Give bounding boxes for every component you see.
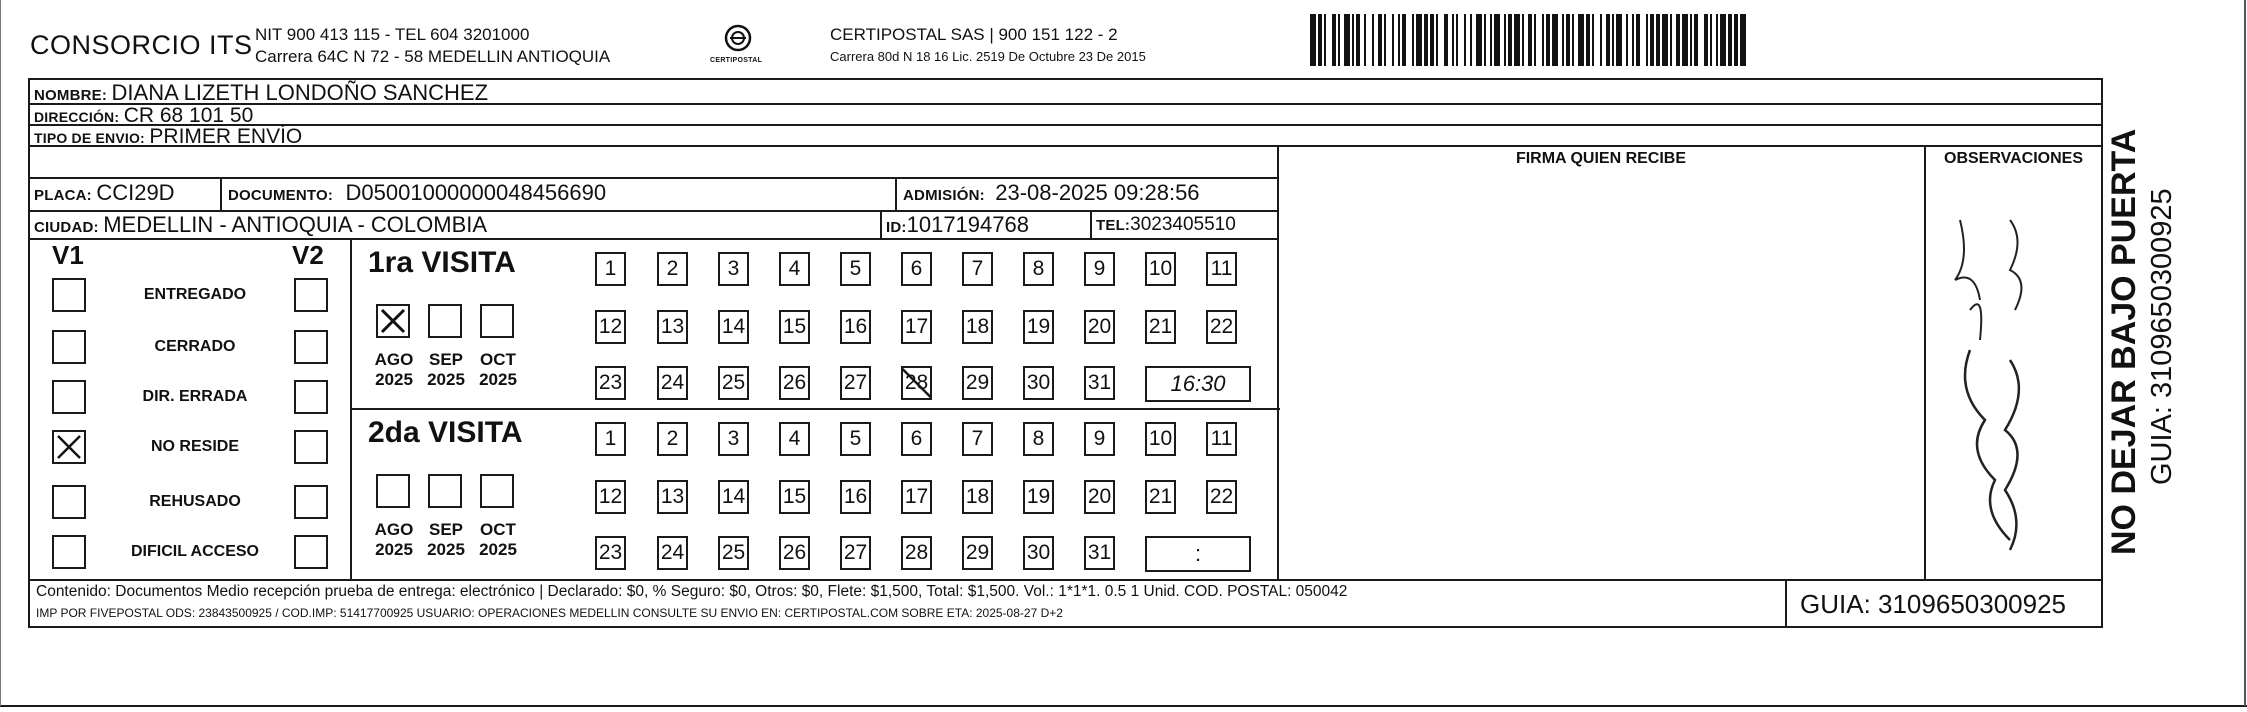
nombre-label: NOMBRE: xyxy=(34,87,108,104)
day-cell[interactable]: 28 xyxy=(901,366,932,400)
day-cell[interactable]: 9 xyxy=(1084,252,1115,286)
v2-checkbox[interactable] xyxy=(294,330,328,364)
day-cell[interactable]: 13 xyxy=(657,480,688,514)
day-cell[interactable]: 10 xyxy=(1145,252,1176,286)
day-cell[interactable]: 4 xyxy=(779,422,810,456)
documento-field xyxy=(228,180,606,206)
footer-imp: IMP POR FIVEPOSTAL ODS: 23843500925 / COD.IMP: 51417700925 USUARIO: OPERACIONES MEDELLIN CONSULTE SU ENVIO EN: CERTIPOSTAL.COM SOBRE ETA: 2025-08-27 D+2 xyxy=(36,606,1063,620)
month-checkbox[interactable] xyxy=(480,474,514,508)
month-checkbox[interactable] xyxy=(376,304,410,338)
v2-checkbox[interactable] xyxy=(294,535,328,569)
day-cell[interactable]: 24 xyxy=(657,366,688,400)
month-checkbox[interactable] xyxy=(480,304,514,338)
handwritten-observations xyxy=(1930,200,2100,570)
month-label xyxy=(368,520,420,560)
day-cell[interactable]: 26 xyxy=(779,536,810,570)
day-cell[interactable]: 7 xyxy=(962,252,993,286)
direccion-label: DIRECCIÓN: xyxy=(34,109,120,125)
day-cell[interactable]: 3 xyxy=(718,252,749,286)
day-cell[interactable]: 19 xyxy=(1023,480,1054,514)
placa-label: PLACA: xyxy=(34,187,92,204)
month-name: AGO xyxy=(374,520,414,539)
month-year: 2025 xyxy=(427,370,465,389)
month-label xyxy=(472,350,524,390)
courier-address: Carrera 80d N 18 16 Lic. 2519 De Octubre 23 De 2015 xyxy=(830,49,1146,64)
day-cell[interactable]: 14 xyxy=(718,480,749,514)
certipostal-logo xyxy=(708,20,768,68)
ciudad-label: CIUDAD: xyxy=(34,219,99,236)
v1-checkbox[interactable] xyxy=(52,330,86,364)
day-cell[interactable]: 17 xyxy=(901,310,932,344)
status-label: ENTREGADO xyxy=(143,286,247,303)
day-cell[interactable]: 1 xyxy=(595,422,626,456)
month-name: OCT xyxy=(480,520,516,539)
month-year: 2025 xyxy=(375,370,413,389)
tipo-row xyxy=(34,125,302,149)
day-cell[interactable]: 30 xyxy=(1023,366,1054,400)
visit-title: 2da VISITA xyxy=(368,416,523,449)
footer-guia: GUIA: 3109650300925 xyxy=(1800,589,2066,619)
admision-label: ADMISIÓN: xyxy=(903,187,985,204)
day-cell[interactable]: 23 xyxy=(595,366,626,400)
side-guia: GUIA: 3109650300925 xyxy=(2146,188,2178,485)
v2-checkbox[interactable] xyxy=(294,278,328,312)
day-cell[interactable]: 17 xyxy=(901,480,932,514)
tipo-value: PRIMER ENVÍO xyxy=(149,125,303,148)
month-label xyxy=(472,520,524,560)
day-cell[interactable]: 20 xyxy=(1084,310,1115,344)
status-label: NO RESIDE xyxy=(150,438,239,455)
brand-name: CONSORCIO ITS xyxy=(30,30,253,60)
month-checkbox[interactable] xyxy=(428,304,462,338)
v1-checkbox[interactable] xyxy=(52,278,86,312)
day-cell[interactable]: 5 xyxy=(840,252,871,286)
tel-value: 3023405510 xyxy=(1130,214,1236,235)
day-cell[interactable]: 16 xyxy=(840,310,871,344)
v1-checkbox[interactable] xyxy=(52,430,86,464)
v1-label: V1 xyxy=(52,240,84,270)
day-cell[interactable]: 11 xyxy=(1206,422,1237,456)
day-cell[interactable]: 1 xyxy=(595,252,626,286)
day-cell[interactable]: 25 xyxy=(718,536,749,570)
day-cell[interactable]: 3 xyxy=(718,422,749,456)
day-cell[interactable]: 2 xyxy=(657,252,688,286)
month-name: OCT xyxy=(480,350,516,369)
admision-field xyxy=(903,180,1200,206)
month-year: 2025 xyxy=(479,540,517,559)
month-checkbox[interactable] xyxy=(428,474,462,508)
direccion-value: CR 68 101 50 xyxy=(123,104,254,127)
day-cell[interactable]: 16 xyxy=(840,480,871,514)
day-cell[interactable]: 14 xyxy=(718,310,749,344)
day-cell[interactable]: 27 xyxy=(840,536,871,570)
no-dejar-warning: NO DEJAR BAJO PUERTA xyxy=(2105,128,2143,555)
ciudad-value: MEDELLIN - ANTIOQUIA - COLOMBIA xyxy=(103,212,488,237)
ciudad-field xyxy=(34,212,487,238)
day-cell[interactable]: 19 xyxy=(1023,310,1054,344)
id-field xyxy=(886,212,1029,238)
day-cell[interactable]: 4 xyxy=(779,252,810,286)
day-cell[interactable]: 24 xyxy=(657,536,688,570)
v1-checkbox[interactable] xyxy=(52,535,86,569)
courier-name: CERTIPOSTAL SAS | 900 151 122 - 2 xyxy=(830,25,1118,44)
tel-label: TEL: xyxy=(1096,217,1131,234)
v1-checkbox[interactable] xyxy=(52,380,86,414)
day-cell[interactable]: 8 xyxy=(1023,422,1054,456)
footer-contenido: Contenido: Documentos Medio recepción prueba de entrega: electrónico | Declarado: $0, % Seguro: $0, Otros: $0, Flete: $1,500, Total: $1,500. Vol.: 1*1*1. 0.5 1 Unid. COD. POSTAL: 050042 xyxy=(36,583,1348,600)
v2-checkbox[interactable] xyxy=(294,380,328,414)
placa-value: CCI29D xyxy=(96,180,175,205)
v1-checkbox[interactable] xyxy=(52,485,86,519)
nombre-row xyxy=(34,80,488,106)
brand-address: Carrera 64C N 72 - 58 MEDELLIN ANTIOQUIA xyxy=(255,47,611,66)
day-cell[interactable]: 29 xyxy=(962,536,993,570)
day-cell[interactable]: 22 xyxy=(1206,480,1237,514)
day-cell[interactable]: 12 xyxy=(595,310,626,344)
day-cell[interactable]: 23 xyxy=(595,536,626,570)
day-cell[interactable]: 15 xyxy=(779,480,810,514)
day-cell[interactable]: 25 xyxy=(718,366,749,400)
placa-field xyxy=(34,180,175,206)
day-cell[interactable]: 13 xyxy=(657,310,688,344)
day-cell[interactable]: 31 xyxy=(1084,536,1115,570)
day-cell[interactable]: 8 xyxy=(1023,252,1054,286)
v2-label: V2 xyxy=(292,240,324,270)
month-year: 2025 xyxy=(375,540,413,559)
month-name: SEP xyxy=(428,350,464,369)
tel-field xyxy=(1096,214,1236,236)
logo-caption: CERTIPOSTAL xyxy=(710,57,763,64)
month-name: AGO xyxy=(374,350,414,369)
day-cell[interactable]: 12 xyxy=(595,480,626,514)
visit-time-field[interactable]: : xyxy=(1145,536,1251,572)
day-cell[interactable]: 29 xyxy=(962,366,993,400)
day-cell[interactable]: 28 xyxy=(901,536,932,570)
day-cell[interactable]: 7 xyxy=(962,422,993,456)
month-label xyxy=(420,350,472,390)
visit-title: 1ra VISITA xyxy=(368,246,516,279)
month-checkbox[interactable] xyxy=(376,474,410,508)
month-year: 2025 xyxy=(427,540,465,559)
day-cell[interactable]: 22 xyxy=(1206,310,1237,344)
firma-label: FIRMA QUIEN RECIBE xyxy=(1515,150,1687,167)
observaciones-label: OBSERVACIONES xyxy=(1944,150,2083,167)
day-cell[interactable]: 11 xyxy=(1206,252,1237,286)
day-cell[interactable]: 6 xyxy=(901,422,932,456)
documento-label: DOCUMENTO: xyxy=(228,187,334,204)
id-label: ID: xyxy=(886,219,907,236)
month-year: 2025 xyxy=(479,370,517,389)
id-value: 1017194768 xyxy=(906,212,1029,237)
status-label: DIFICIL ACCESO xyxy=(130,543,259,560)
month-label xyxy=(420,520,472,560)
day-cell[interactable]: 26 xyxy=(779,366,810,400)
day-cell[interactable]: 30 xyxy=(1023,536,1054,570)
v2-checkbox[interactable] xyxy=(294,430,328,464)
day-cell[interactable]: 31 xyxy=(1084,366,1115,400)
day-cell[interactable]: 21 xyxy=(1145,310,1176,344)
documento-value: D05001000000048456690 xyxy=(345,180,607,205)
status-label: REHUSADO xyxy=(149,493,241,510)
status-label: DIR. ERRADA xyxy=(142,388,248,405)
month-label xyxy=(368,350,420,390)
month-name: SEP xyxy=(428,520,464,539)
day-cell[interactable]: 27 xyxy=(840,366,871,400)
day-cell[interactable]: 5 xyxy=(840,422,871,456)
day-cell[interactable]: 21 xyxy=(1145,480,1176,514)
day-cell[interactable]: 15 xyxy=(779,310,810,344)
status-label: CERRADO xyxy=(154,338,236,355)
day-cell[interactable]: 9 xyxy=(1084,422,1115,456)
visit-time-field[interactable]: 16:30 xyxy=(1145,366,1251,402)
tipo-label: TIPO DE ENVIO: xyxy=(34,130,145,146)
nombre-value: DIANA LIZETH LONDOÑO SANCHEZ xyxy=(111,80,489,105)
day-cell[interactable]: 6 xyxy=(901,252,932,286)
brand-nit: NIT 900 413 115 - TEL 604 3201000 xyxy=(255,25,530,44)
day-cell[interactable]: 20 xyxy=(1084,480,1115,514)
day-cell[interactable]: 2 xyxy=(657,422,688,456)
v2-checkbox[interactable] xyxy=(294,485,328,519)
admision-value: 23-08-2025 09:28:56 xyxy=(995,180,1200,205)
day-cell[interactable]: 10 xyxy=(1145,422,1176,456)
barcode xyxy=(1310,14,2045,66)
day-cell[interactable]: 18 xyxy=(962,310,993,344)
day-cell[interactable]: 18 xyxy=(962,480,993,514)
